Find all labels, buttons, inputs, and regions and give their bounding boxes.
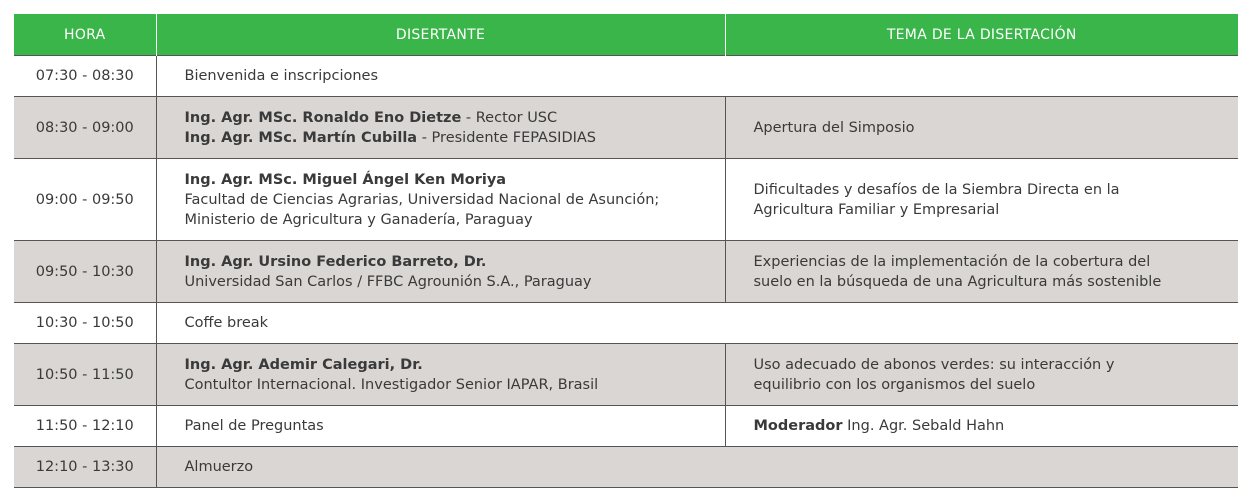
speaker-cell <box>156 97 725 159</box>
time-cell: 09:50 - 10:30 <box>14 241 156 303</box>
speaker-line <box>185 108 697 128</box>
topic-cell <box>725 241 1238 303</box>
table-row <box>14 406 1238 447</box>
speaker-name: Ing. Agr. MSc. Ronaldo Eno Dietze <box>184 109 462 126</box>
topic-line: Agricultura Familiar y Empresarial <box>753 201 1000 218</box>
table-row <box>14 303 1238 344</box>
speaker-cell <box>156 241 725 303</box>
speaker-cell <box>156 344 725 406</box>
speaker-cell <box>156 159 725 241</box>
table-row <box>14 159 1238 241</box>
speaker-affiliation: Ministerio de Agricultura y Ganadería, Paraguay <box>184 211 533 228</box>
topic-cell: Apertura del Simposio <box>725 97 1238 159</box>
topic-line: Dificultades y desafíos de la Siembra Directa en la <box>753 181 1120 198</box>
topic-cell <box>725 344 1238 406</box>
activity-cell: Almuerzo <box>156 447 1238 488</box>
topic-line: suelo en la búsqueda de una Agricultura más sostenible <box>753 273 1162 290</box>
time-cell: 10:30 - 10:50 <box>14 303 156 344</box>
time-cell: 10:50 - 11:50 <box>14 344 156 406</box>
moderator-label: Moderador <box>753 418 843 434</box>
speaker-line <box>185 128 697 148</box>
moderator-name: Ing. Agr. Sebald Hahn <box>842 418 1005 434</box>
speaker-name: Ing. Agr. Ursino Federico Barreto, Dr. <box>184 253 487 270</box>
speaker-role: - Rector USC <box>461 109 558 126</box>
speaker-affiliation: Facultad de Ciencias Agrarias, Universidad Nacional de Asunción; <box>184 191 660 208</box>
header-hora: HORA <box>14 14 156 56</box>
schedule-table <box>14 14 1238 488</box>
speaker-affiliation: Contultor Internacional. Investigador Senior IAPAR, Brasil <box>184 376 599 393</box>
speaker-affiliation: Universidad San Carlos / FFBC Agrounión S.A., Paraguay <box>184 273 592 290</box>
table-row <box>14 56 1238 97</box>
table-row <box>14 97 1238 159</box>
activity-cell: Coffe break <box>156 303 1238 344</box>
header-disertante: DISERTANTE <box>156 14 725 56</box>
topic-line: Experiencias de la implementación de la cobertura del <box>753 253 1151 270</box>
topic-line: Uso adecuado de abonos verdes: su interacción y <box>753 356 1115 373</box>
table-row <box>14 241 1238 303</box>
topic-line: equilibrio con los organismos del suelo <box>753 376 1036 393</box>
time-cell: 12:10 - 13:30 <box>14 447 156 488</box>
time-cell: 08:30 - 09:00 <box>14 97 156 159</box>
time-cell: 11:50 - 12:10 <box>14 406 156 447</box>
table-row <box>14 447 1238 488</box>
topic-cell <box>725 406 1238 447</box>
header-tema: TEMA DE LA DISERTACIÓN <box>725 14 1238 56</box>
speaker-role: - Presidente FEPASIDIAS <box>417 129 597 146</box>
speaker-name: Ing. Agr. MSc. Miguel Ángel Ken Moriya <box>184 171 507 188</box>
activity-cell: Bienvenida e inscripciones <box>156 56 1238 97</box>
speaker-cell: Panel de Preguntas <box>156 406 725 447</box>
topic-cell <box>725 159 1238 241</box>
table-row <box>14 344 1238 406</box>
header-row <box>14 14 1238 56</box>
speaker-name: Ing. Agr. MSc. Martín Cubilla <box>184 129 418 146</box>
speaker-name: Ing. Agr. Ademir Calegari, Dr. <box>184 356 423 373</box>
time-cell: 09:00 - 09:50 <box>14 159 156 241</box>
time-cell: 07:30 - 08:30 <box>14 56 156 97</box>
